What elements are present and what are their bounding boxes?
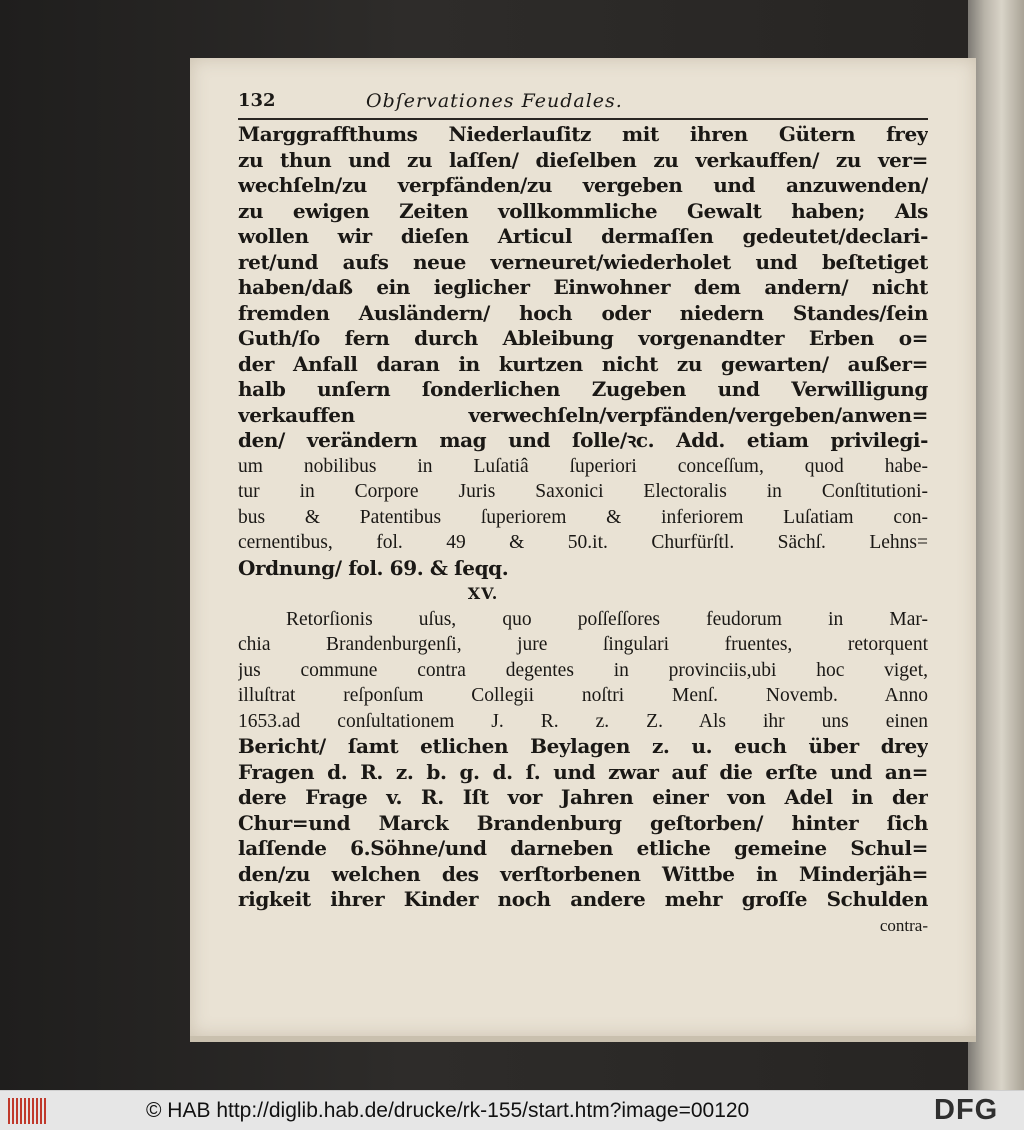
text-line: Chur=und Marck Brandenburg geſtorben/ hinter ſich (238, 810, 928, 835)
catchword: contra- (879, 915, 928, 935)
text-line: halb unſern ſonderlichen Zugeben und Verwilligung (238, 377, 928, 401)
text-line: um nobilibus in Luſatiâ ſuperiori conceſſum, quod habe- (238, 455, 928, 477)
page-number: 132 (238, 90, 276, 111)
text-line: dere Frage v. R. Iſt vor Jahren einer von Adel in der (238, 785, 928, 809)
section-number: XV. (467, 584, 499, 603)
text-line: Ordnung/ fol. 69. & ſeqq. (238, 555, 509, 580)
copyright-url[interactable]: © HAB http://diglib.hab.de/drucke/rk-155/start.htm?image=00120 (146, 1099, 750, 1122)
text-line: Retorſionis uſus, quo poſſeſſores feudorum in Mar- (286, 608, 928, 630)
page-text (238, 122, 928, 938)
header-rule (238, 118, 928, 120)
text-line: cernentibus, fol. 49 & 50.it. Churfürſtl. Sächſ. Lehns= (238, 532, 928, 553)
dfg-logo: DFG (934, 1094, 999, 1126)
text-line: laſſende 6.Söhne/und darneben etliche gemeine Schul= (238, 836, 928, 860)
text-line: Fragen d. R. z. b. g. d. ſ. und zwar auf die erſte und an= (238, 759, 928, 784)
text-line: tur in Corpore Juris Saxonici Electoralis in Conſtitutioni- (238, 481, 928, 502)
text-line: den/zu welchen des verſtorbenen Wittbe in Minderjäh= (238, 861, 928, 886)
page-bottom-edge (190, 1036, 976, 1042)
text-line: Guth/ſo fern durch Ableibung vorgenandter Erben o= (238, 326, 928, 350)
text-line: den/ verändern mag und ſolle/ꝛc. Add. etiam privilegi- (238, 428, 928, 452)
text-line: zu ewigen Zeiten vollkommliche Gewalt haben; Als (238, 198, 928, 223)
text-line: chia Brandenburgenſi, jure ſingulari fruentes, retorquent (238, 634, 928, 655)
page-header (238, 90, 928, 114)
text-line: verkauffen verwechſeln/verpfänden/vergeben/anwen= (238, 402, 928, 427)
text-line: bus & Patentibus ſuperiorem & inferiorem Luſatiam con- (238, 506, 928, 528)
text-line: jus commune contra degentes in provinciis,ubi hoc viget, (238, 659, 928, 681)
text-line: wollen wir dieſen Articul dermaſſen gedeutet/declari- (238, 224, 928, 248)
barcode-icon (8, 1098, 48, 1124)
facing-page-edge (968, 0, 1024, 1090)
text-line: der Anfall daran in kurtzen nicht zu gewarten/ außer= (238, 351, 928, 376)
text-line: fremden Ausländern/ hoch oder niedern Standes/ſein (238, 300, 928, 325)
text-line: Marggraffthums Niederlauſitz mit ihren Gütern frey (238, 122, 928, 146)
text-line: zu thun und zu laſſen/ dieſelben zu verkauffen/ zu ver= (238, 147, 928, 172)
text-line: 1653.ad conſultationem J. R. z. Z. Als ihr uns einen (238, 710, 928, 732)
text-line: Bericht/ ſamt etlichen Beylagen z. u. euch über drey (238, 734, 928, 758)
text-line: ret/und aufs neue verneuret/wiederholet und beſtetiget (238, 249, 928, 274)
running-title: Obſervationes Feudales. (366, 90, 623, 112)
text-line: haben/daß ein ieglicher Einwohner dem andern/ nicht (238, 275, 928, 299)
text-line: illuſtrat reſponſum Collegii noſtri Menſ. Novemb. Anno (238, 685, 928, 706)
footer-bar (0, 1090, 1024, 1130)
text-line: rigkeit ihrer Kinder noch andere mehr groſſe Schulden (238, 887, 928, 911)
text-line: wechſeln/zu verpfänden/zu vergeben und anzuwenden/ (238, 173, 928, 197)
